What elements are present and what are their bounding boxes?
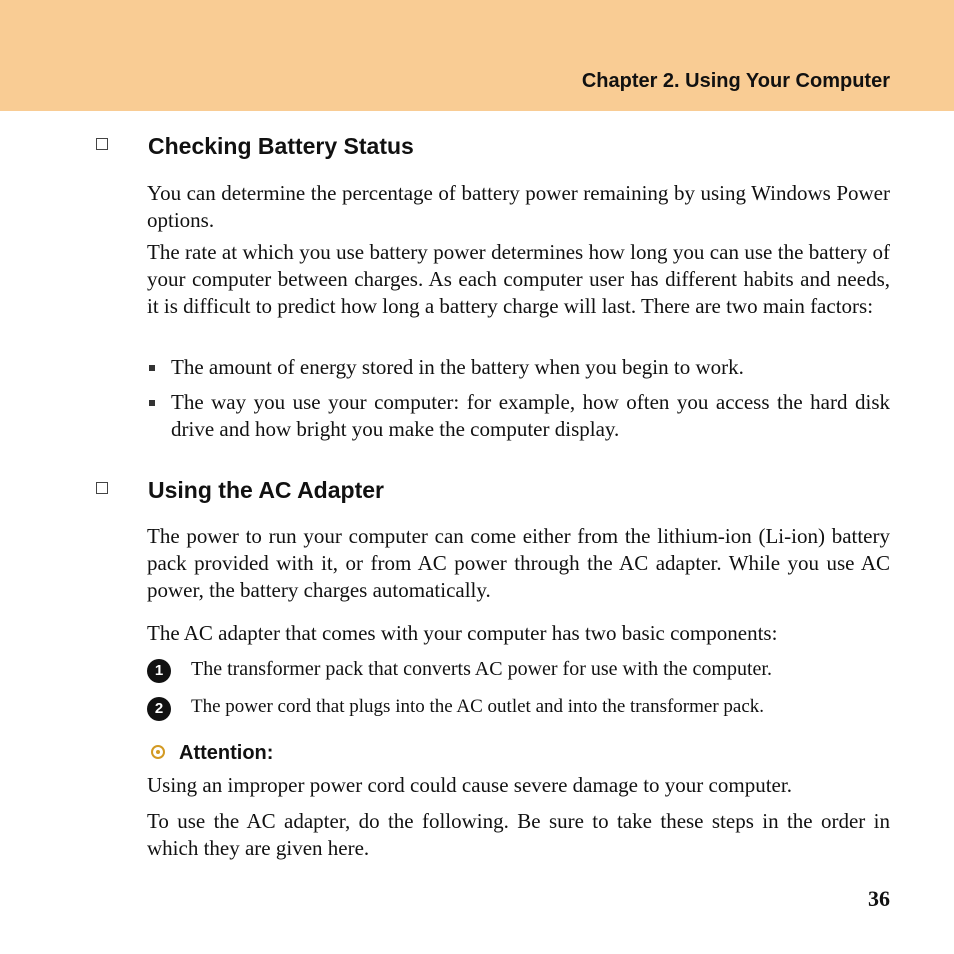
header-band [0, 0, 954, 111]
component-text: The power cord that plugs into the AC outlet and into the transformer pack. [191, 696, 765, 717]
list-item-text: The way you use your computer: for example, how often you access the hard disk drive and how bright you make the computer display. [171, 390, 890, 441]
attention-target-icon [151, 745, 165, 759]
battery-paragraph-1: You can determine the percentage of battery power remaining by using Windows Power options. [147, 181, 890, 232]
section-heading-text: Checking Battery Status [148, 133, 414, 159]
square-bullet-icon [96, 482, 108, 494]
attention-text: Using an improper power cord could cause severe damage to your computer. [147, 773, 792, 797]
list-item [147, 389, 890, 443]
attention-label: Attention: [179, 742, 274, 764]
component-text: The transformer pack that converts AC power for use with the computer. [191, 658, 772, 680]
section-heading-text: Using the AC Adapter [148, 477, 384, 503]
number-one-icon: 1 [147, 659, 171, 683]
square-bullet-icon [96, 138, 108, 150]
adapter-paragraph-3: To use the AC adapter, do the following. Be sure to take these steps in the order in which they are given here. [147, 809, 890, 860]
bullet-icon [149, 400, 155, 406]
battery-paragraph-2: The rate at which you use battery power determines how long you can use the battery of your computer between charges. As each computer user has different habits and needs, it is difficult to predict how long a battery charge will last. There are two main factors: [147, 240, 890, 318]
list-item-text: The amount of energy stored in the battery when you begin to work. [171, 355, 744, 379]
chapter-title: Chapter 2. Using Your Computer [581, 70, 890, 92]
list-item [147, 354, 890, 381]
bullet-icon [149, 365, 155, 371]
number-two-icon: 2 [147, 697, 171, 721]
adapter-paragraph-2: The AC adapter that comes with your computer has two basic components: [147, 621, 778, 645]
page-number: 36 [868, 886, 890, 911]
adapter-paragraph-1: The power to run your computer can come either from the lithium-ion (Li-ion) battery pack provided with it, or from AC power through the AC adapter. While you use AC power, the battery charges automatically. [147, 524, 890, 602]
